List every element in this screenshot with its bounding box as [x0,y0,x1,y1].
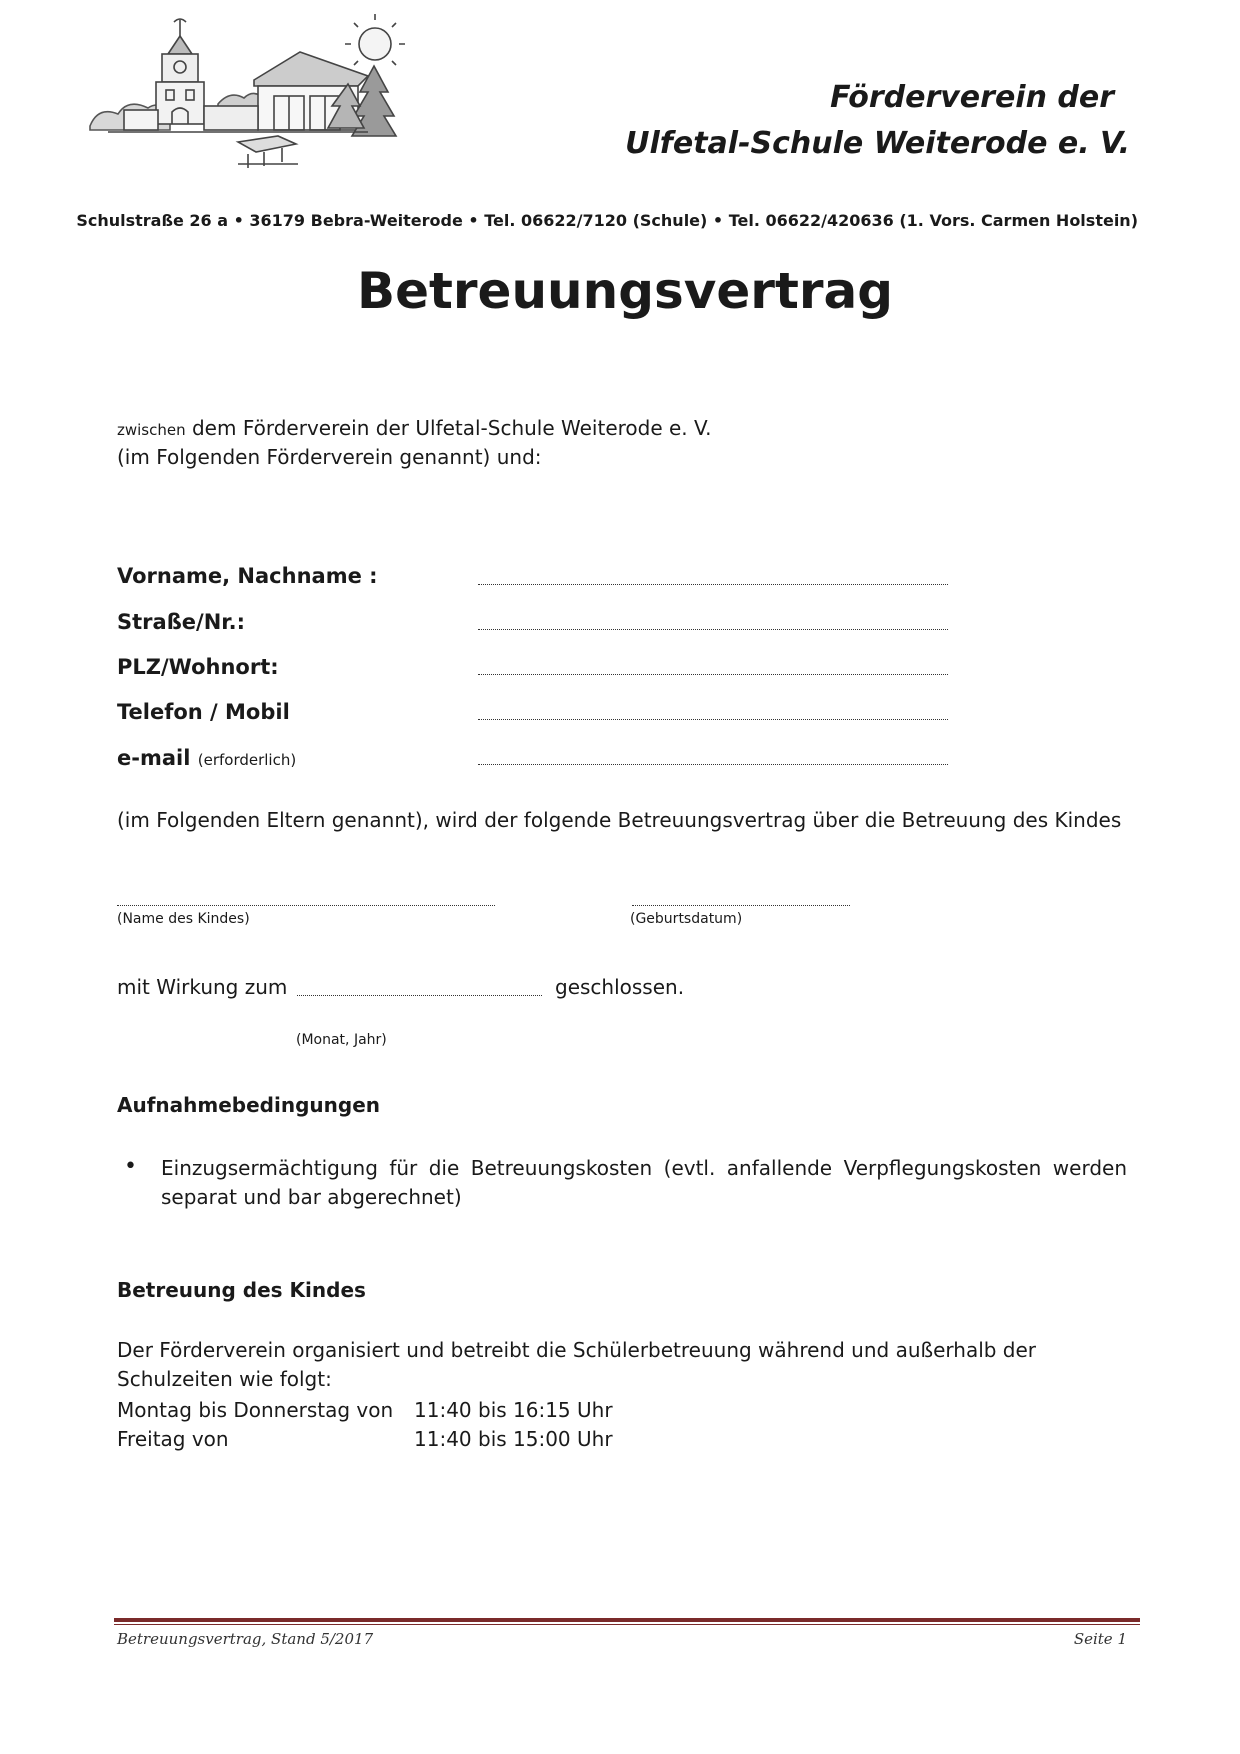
field-label-name: Vorname, Nachname : [117,564,378,588]
intro-between-rest: dem Förderverein der Ulfetal-Schule Weiterode e. V. [185,416,712,440]
document-title: Betreuungsvertrag [356,262,894,320]
schedule-time-2: 11:40 bis 15:00 Uhr [414,1427,613,1451]
field-label-email-text: e-mail [117,746,191,770]
child-name-input[interactable] [117,905,495,906]
footer-left-text: Betreuungsvertrag, Stand 5/2017 [117,1630,374,1648]
org-name-line2: Ulfetal-Schule Weiterode e. V. [625,126,1130,161]
care-paragraph: Der Förderverein organisiert und betreibt die Schülerbetreuung während und außerhalb der Schulzeiten wie folgt: [117,1338,1037,1391]
schedule-day-2: Freitag von [117,1427,229,1451]
child-name-caption: (Name des Kindes) [117,911,250,927]
field-label-street: Straße/Nr.: [117,610,246,634]
footer-divider-thin [114,1624,1140,1625]
intro-line1 [117,414,711,445]
field-label-email [117,746,296,770]
birthdate-input[interactable] [632,905,850,906]
org-address: Schulstraße 26 a • 36179 Bebra-Weiterode • Tel. 06622/7120 (Schule) • Tel. 06622/420636 (1. Vors. Carmen Holstein) [76,211,1138,230]
org-name-line1: Förderverein der [830,80,1114,115]
schedule-time-1: 11:40 bis 16:15 Uhr [414,1398,613,1422]
effective-suffix: geschlossen. [555,975,685,999]
birthdate-caption: (Geburtsdatum) [630,911,743,927]
footer-page-number: Seite 1 [1073,1630,1127,1648]
field-label-city: PLZ/Wohnort: [117,655,279,679]
section-heading-care: Betreuung des Kindes [117,1278,366,1302]
footer-divider [114,1618,1140,1622]
effective-caption: (Monat, Jahr) [296,1032,387,1048]
field-input-email[interactable] [478,764,948,765]
bullet-icon: • [124,1154,137,1179]
conditions-bullet-text: Einzugsermächtigung für die Betreuungskosten (evtl. anfallende Verpflegungskosten werden separat und bar abgerechnet) [161,1156,1127,1209]
tower-drawing [156,19,204,124]
sun-drawing [345,14,405,74]
field-input-city[interactable] [478,674,948,675]
field-input-name[interactable] [478,584,948,585]
section-heading-conditions: Aufnahmebedingungen [117,1093,380,1117]
intro-line2: (im Folgenden Förderverein genannt) und: [117,445,542,469]
intro-between-word: zwischen [117,421,186,439]
schedule-day-1: Montag bis Donnerstag von [117,1398,394,1422]
school-logo-drawing [88,14,434,176]
effective-prefix: mit Wirkung zum [117,975,288,999]
field-label-phone: Telefon / Mobil [117,700,290,724]
field-input-street[interactable] [478,629,948,630]
field-input-phone[interactable] [478,719,948,720]
parents-text: (im Folgenden Eltern genannt), wird der folgende Betreuungsvertrag über die Betreuung des Kindes [117,808,1122,832]
field-label-email-note: (erforderlich) [197,751,297,769]
effective-date-input[interactable] [297,995,542,996]
